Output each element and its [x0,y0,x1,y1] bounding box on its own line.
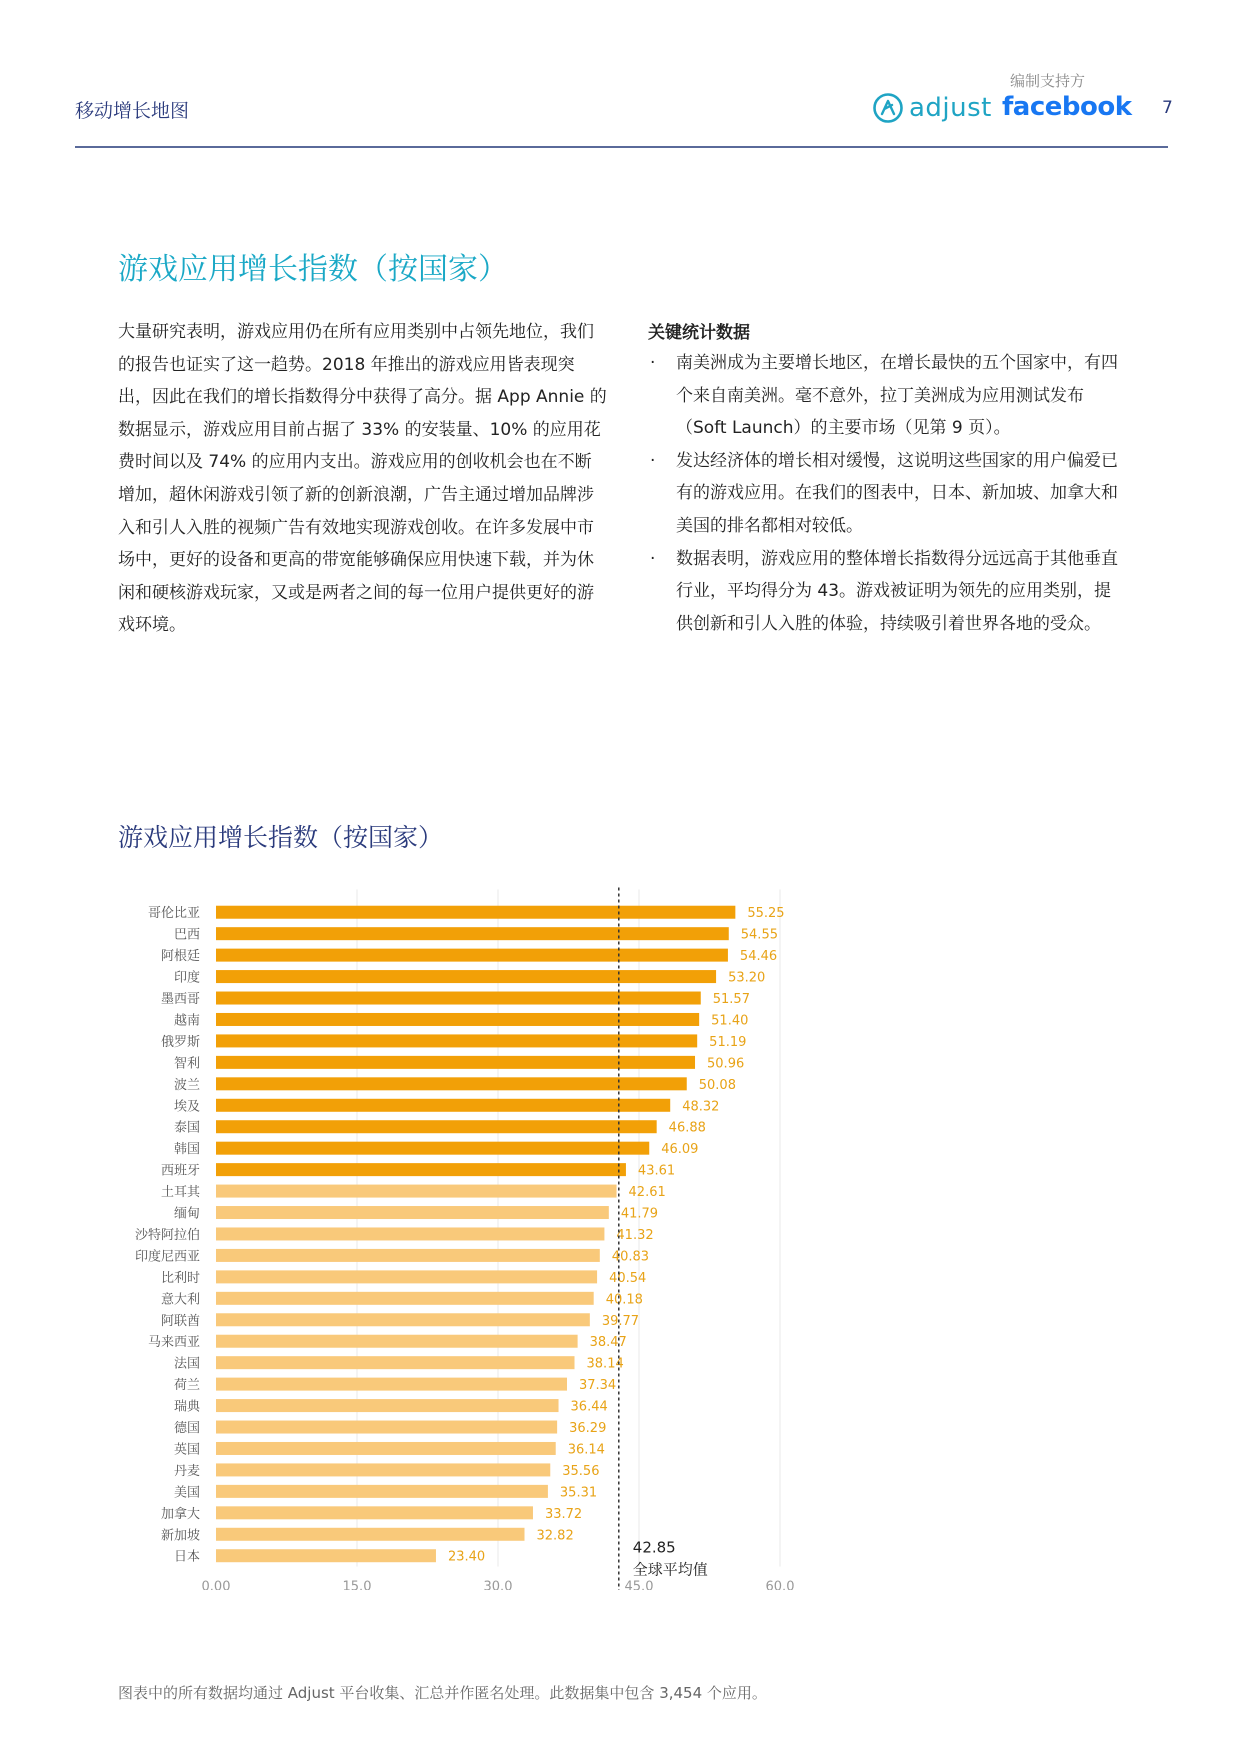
bar [216,1485,548,1498]
value-label: 36.44 [570,1399,608,1415]
category-label: 西班牙 [160,1163,200,1179]
value-label: 54.46 [739,949,778,965]
adjust-logo-text: adjust [909,93,992,123]
value-label: 37.34 [578,1378,617,1394]
bar [216,1549,436,1562]
bar [216,949,728,962]
value-label: 35.56 [562,1463,600,1479]
bar [216,1313,590,1326]
bar [216,1163,626,1176]
bar [216,1206,609,1219]
bar [216,1378,567,1391]
value-label: 53.20 [728,970,766,986]
bar [216,1227,604,1240]
category-label: 泰国 [173,1120,200,1136]
adjust-logo-icon [872,92,904,124]
category-label: 丹麦 [173,1463,200,1479]
key-facts-list [648,347,1128,640]
value-label: 48.32 [682,1099,720,1115]
value-label: 41.79 [620,1206,659,1222]
category-label: 哥伦比亚 [147,906,200,922]
chart-title: 游戏应用增长指数（按国家） [118,823,444,852]
category-label: 土耳其 [160,1185,200,1201]
category-label: 马来西亚 [147,1335,200,1351]
category-label: 印度尼西亚 [134,1249,200,1265]
category-label: 英国 [173,1442,200,1458]
key-fact-item [648,347,1128,445]
footnote: 图表中的所有数据均通过 Adjust 平台收集、汇总并作匿名处理。此数据集中包含 3,454 个应用。 [118,1684,767,1702]
bar [216,1421,557,1434]
bar [216,1463,550,1476]
bar [216,992,701,1005]
value-label: 38.14 [586,1356,624,1372]
value-label: 51.19 [709,1034,747,1050]
key-fact-item [648,543,1128,641]
bar [216,1120,657,1133]
category-label: 波兰 [173,1077,200,1093]
value-label: 55.25 [747,906,785,922]
value-label: 51.57 [712,992,750,1008]
value-label: 41.32 [616,1227,654,1243]
value-label: 33.72 [544,1506,583,1522]
bar [216,1099,670,1112]
category-label: 加拿大 [160,1506,200,1522]
header-divider [75,146,1168,148]
value-label: 38.47 [589,1335,627,1351]
x-tick-label: 15.0 [342,1579,372,1590]
bar [216,1185,617,1198]
category-label: 缅甸 [173,1206,200,1222]
category-label: 瑞典 [173,1399,200,1415]
bar [216,1249,600,1262]
bar [216,1142,649,1155]
value-label: 40.83 [611,1249,650,1265]
category-label: 埃及 [173,1099,200,1115]
sponsor-label: 编制支持方 [1010,72,1086,90]
key-facts-title: 关键统计数据 [648,323,750,343]
bar [216,1056,695,1069]
value-label: 32.82 [536,1528,574,1544]
section-title: 游戏应用增长指数（按国家） [118,252,508,287]
value-label: 36.29 [569,1421,607,1437]
category-label: 智利 [173,1056,200,1072]
category-label: 比利时 [160,1270,200,1286]
bar [216,1506,533,1519]
value-label: 46.09 [661,1142,699,1158]
category-label: 阿根廷 [160,949,200,965]
value-label: 54.55 [740,927,778,943]
value-label: 51.40 [711,1013,749,1029]
key-fact-item [648,445,1128,543]
value-label: 35.31 [559,1485,598,1501]
bar [216,1528,525,1541]
x-tick-label: 30.0 [483,1579,513,1590]
key-fact-text: 数据表明，游戏应用的整体增长指数得分远远高于其他垂直行业，平均得分为 43。游戏被证明为领先的应用类别，提供创新和引人入胜的体验，持续吸引着世界各地的受众。 [676,548,1118,634]
value-label: 39.77 [601,1313,640,1329]
value-label: 43.61 [637,1163,676,1179]
category-label: 韩国 [173,1142,200,1158]
bar [216,1077,687,1090]
bar [216,1335,578,1348]
header-title: 移动增长地图 [75,100,190,122]
bar [216,1356,575,1369]
value-label: 42.61 [628,1185,666,1201]
category-label: 墨西哥 [160,992,200,1008]
bar [216,970,716,983]
page-number: 7 [1162,98,1173,118]
x-tick-label: 0.00 [201,1579,231,1590]
bar [216,1399,559,1412]
average-value-label: 42.85 [632,1538,676,1557]
value-label: 46.88 [668,1120,706,1136]
category-label: 阿联酋 [160,1313,200,1329]
category-label: 荷兰 [173,1378,200,1394]
value-label: 50.08 [698,1077,736,1093]
category-label: 德国 [173,1421,200,1437]
bar [216,1013,699,1026]
bullet-glyph: · [650,450,656,471]
category-label: 意大利 [160,1292,200,1308]
intro-paragraph: 大量研究表明，游戏应用仍在所有应用类别中占领先地位，我们的报告也证实了这一趋势。2018 年推出的游戏应用皆表现突出，因此在我们的增长指数得分中获得了高分。据 App Annie 的数据显示，游戏应用目前占据了 33% 的安装量、10% 的应用花费时间以及 74% 的应用内支出。游戏应用的创收机会也在不断增加，超休闲游戏引领了新的创新浪潮，广告主通过增加品牌涉入和引人入胜的视频广告有效地实现游戏创收。在许多发展中市场中，更好的设备和更高的带宽能够确保应用快速下载，并为休闲和硬核游戏玩家，又或是两者之间的每一位用户提供更好的游戏环境。 [118,322,607,636]
bullet-glyph: · [650,548,656,569]
bar [216,906,735,919]
bar [216,927,729,940]
adjust-logo [872,92,992,124]
value-label: 36.14 [567,1442,605,1458]
category-label: 越南 [173,1013,200,1029]
facebook-logo: facebook [1002,92,1132,122]
growth-index-bar-chart [0,880,800,1590]
category-label: 巴西 [173,927,200,943]
bar [216,1292,594,1305]
x-tick-label: 60.0 [765,1579,795,1590]
category-label: 沙特阿拉伯 [134,1227,200,1243]
category-label: 新加坡 [160,1528,200,1544]
category-label: 日本 [173,1549,200,1565]
value-label: 40.18 [605,1292,643,1308]
x-tick-label: 45.0 [624,1579,654,1590]
category-label: 印度 [173,970,200,986]
category-label: 法国 [173,1356,200,1372]
bar [216,1270,597,1283]
category-label: 俄罗斯 [160,1034,200,1050]
key-fact-text: 南美洲成为主要增长地区，在增长最快的五个国家中，有四个来自南美洲。毫不意外，拉丁美洲成为应用测试发布（Soft Launch）的主要市场（见第 9 页）。 [676,353,1118,439]
category-label: 美国 [173,1485,200,1501]
bullet-glyph: · [650,353,656,373]
key-fact-text: 发达经济体的增长相对缓慢，这说明这些国家的用户偏爱已有的游戏应用。在我们的图表中，日本、新加坡、加拿大和美国的排名都相对较低。 [676,450,1118,536]
bar [216,1442,556,1455]
bar [216,1034,697,1047]
value-label: 50.96 [707,1056,745,1072]
value-label: 23.40 [447,1549,486,1565]
value-label: 40.54 [609,1270,647,1286]
average-label: 全球平均值 [632,1560,708,1579]
